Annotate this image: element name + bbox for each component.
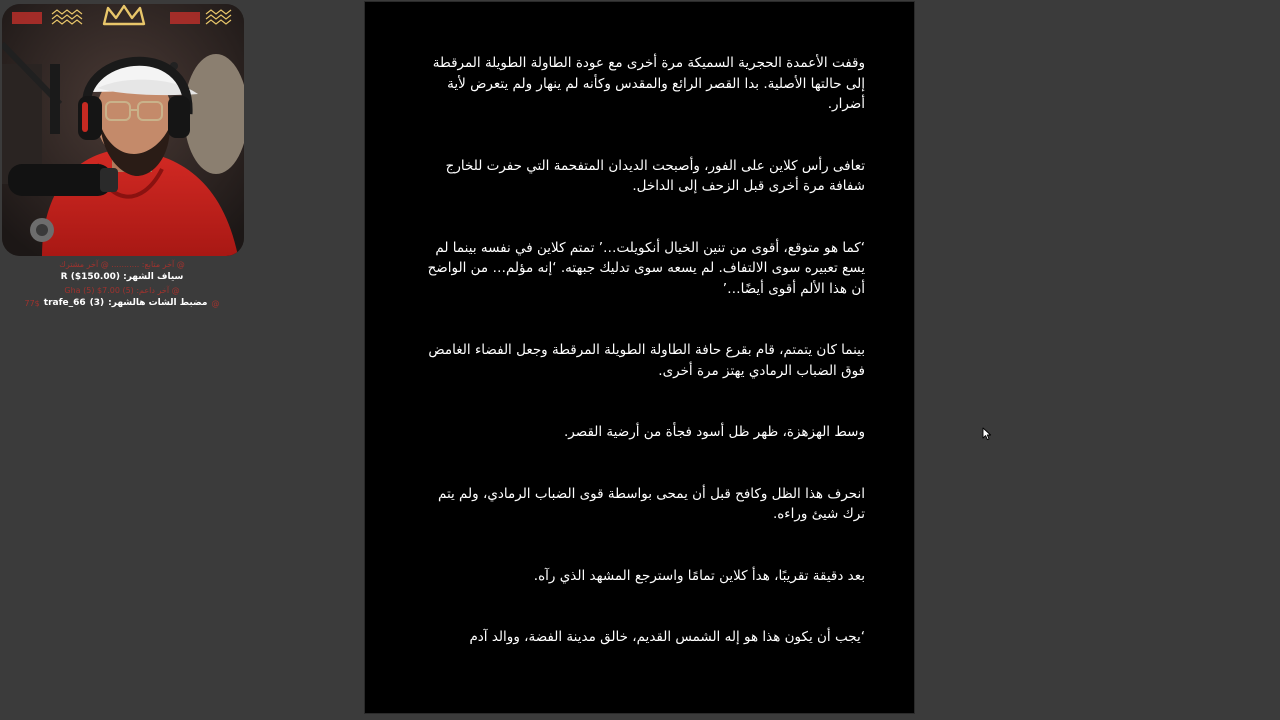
stat-ghost-left: 77$ xyxy=(24,299,40,308)
stat-chat-user: trafe_66 xyxy=(43,298,86,308)
overlay-frame-decoration xyxy=(2,4,244,30)
paragraph: ‘يجب أن يكون هذا هو إله الشمس القديم، خالق مدينة الفضة، ووالد آدم xyxy=(469,629,865,645)
paragraph: ‘كما هو متوقع، أقوى من تنين الخيال أنكويلت…’ تمتم كلاين في نفسه بينما لم يسع تعبيره سوى الالتفاف. لم يسعه سوى تدليك جبهته. ‘إنه مؤلم… من الواضح أن هذا الألم أقوى أيضًا…’ xyxy=(427,239,865,297)
paragraph: بينما كان يتمتم، قام بقرع حافة الطاولة الطويلة المرقطة وجعل الفضاء الغامض فوق الضباب الرمادي يهتز مرة أخرى. xyxy=(428,342,865,379)
document-text xyxy=(417,53,865,689)
stat-chat-leader xyxy=(0,297,244,310)
webcam-feed xyxy=(2,4,244,256)
stat-chat-label: مضبط الشات هالشهر: xyxy=(108,298,208,308)
crown-icon xyxy=(104,6,144,24)
stat-ghost-middle: @ آخر داعم: (5) 7.00$ (5) Gha xyxy=(64,286,180,295)
paragraph: بعد دقيقة تقريبًا، هدأ كلاين تمامًا واسترجع المشهد الذي رآه. xyxy=(533,567,865,584)
document-page[interactable] xyxy=(365,2,914,713)
stat-top-donor: سياف الشهر: (150.00$) R xyxy=(60,272,184,282)
paragraph: وسط الهزهزة، ظهر ظل أسود فجأة من أرضية القصر. xyxy=(564,424,865,440)
paragraph: انحرف هذا الظل وكافح قبل أن يمحى بواسطة قوى الضباب الرمادي، ولم يتم ترك شيئ وراءه. xyxy=(437,485,865,522)
stat-ghost-right: @ xyxy=(211,299,220,308)
stat-chat-count: (3) xyxy=(89,298,105,308)
stream-stats xyxy=(0,258,244,310)
paragraph: وقفت الأعمدة الحجرية السميكة مرة أخرى مع عودة الطاولة الطويلة المرقطة إلى حالتها الأصلية. بدا القصر الرائع والمقدس وكأنه لم ينهار ولم يتعرض لأية أضرار. xyxy=(432,55,865,112)
streamer-image xyxy=(2,4,244,256)
stat-ghost-top: @ آخر متابع: ........... @ آخر مشترك xyxy=(59,260,185,269)
mouse-pointer-icon xyxy=(982,427,992,441)
paragraph: تعافى رأس كلاين على الفور، وأصبحت الديدان المتفحمة التي حفرت للخارج شفافة مرة أخرى قبل الزحف إلى الداخل. xyxy=(445,157,865,194)
